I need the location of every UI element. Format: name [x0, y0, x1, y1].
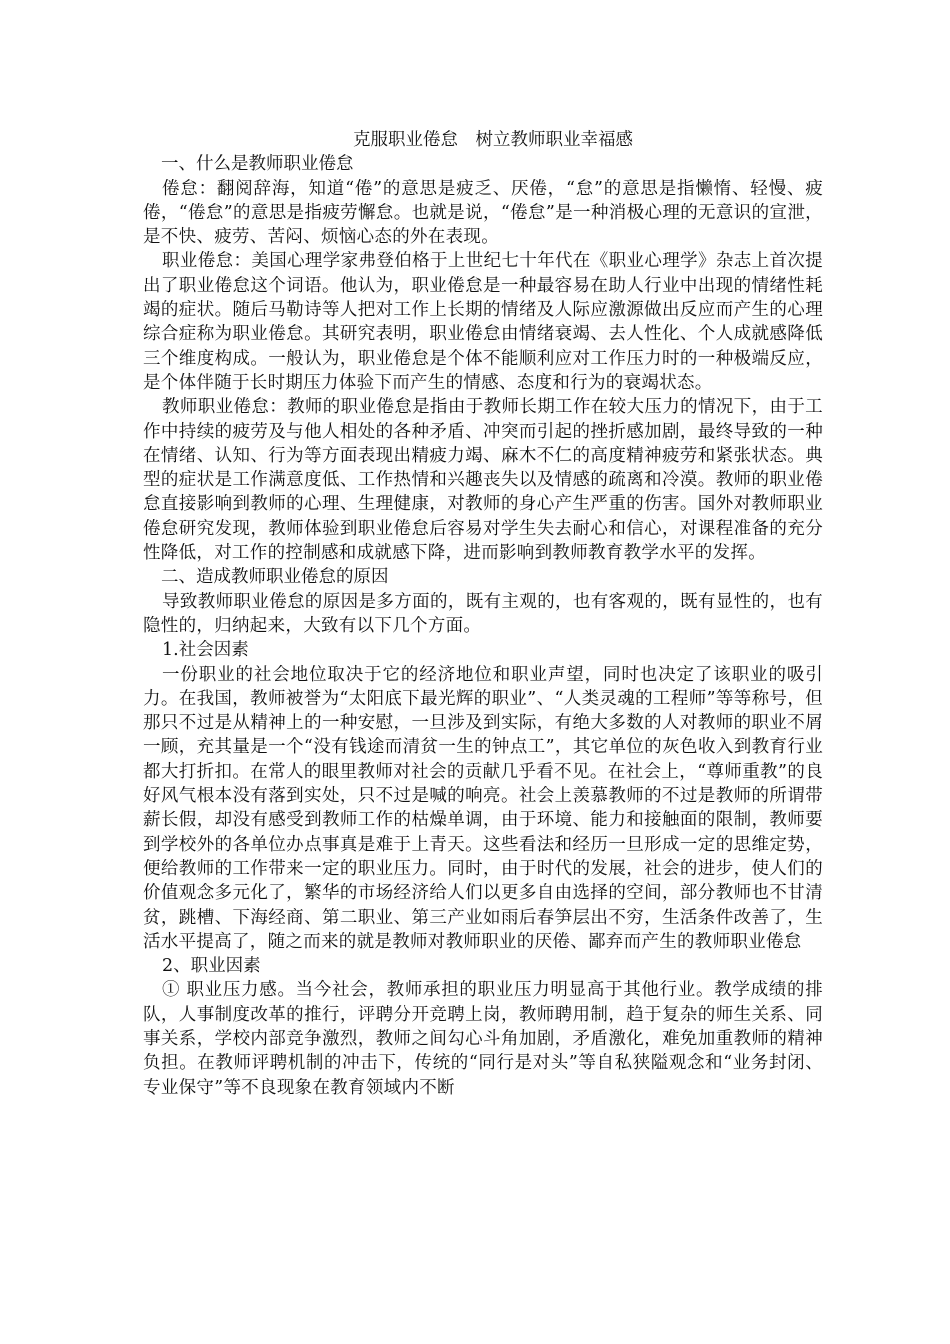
paragraph-definition-occupational-burnout: 职业倦怠：美国心理学家弗登伯格于上世纪七十年代在《职业心理学》杂志上首次提出了职业倦怠这个词语。他认为，职业倦怠是一种最容易在助人行业中出现的情绪性耗竭的症状。随后马勒诗等人把对工作上长期的情绪及人际应激源做出反应而产生的心理综合症称为职业倦怠。其研究表明，职业倦怠由情绪衰竭、去人性化、个人成就感降低三个维度构成。一般认为，职业倦怠是个体不能顺利应对工作压力时的一种极端反应，是个体伴随于长时期压力体验下而产生的情感、态度和行为的衰竭状态。	[143, 251, 823, 393]
section-heading-causes: 二、造成教师职业倦怠的原因	[161, 567, 389, 588]
paragraph-definition-fatigue: 倦怠：翻阅辞海，知道“倦”的意思是疲乏、厌倦，“怠”的意思是指懒惰、轻慢、疲倦，“倦怠”的意思是指疲劳懈怠。也就是说，“倦怠”是一种消极心理的无意识的宣泄，是不快、疲劳、苦闷、烦恼心态的外在表现。	[143, 178, 823, 248]
subheading-social-factors: 1.社会因素	[162, 640, 249, 661]
document-title: 克服职业倦怠 树立教师职业幸福感	[353, 130, 633, 150]
subheading-occupational-factors: 2、职业因素	[162, 956, 261, 977]
paragraph-definition-teacher-burnout: 教师职业倦怠：教师的职业倦怠是指由于教师长期工作在较大压力的情况下，由于工作中持续的疲劳及与他人相处的各种矛盾、冲突而引起的挫折感加剧，最终导致的一种在情绪、认知、行为等方面表现出精疲力竭、麻木不仁的高度精神疲劳和紧张状态。典型的症状是工作满意度低、工作热情和兴趣丧失以及情感的疏离和冷漠。教师的职业倦怠直接影响到教师的心理、生理健康，对教师的身心产生严重的伤害。国外对教师职业倦怠研究发现，教师体验到职业倦怠后容易对学生失去耐心和信心，对课程准备的充分性降低，对工作的控制感和成就感下降，进而影响到教师教育教学水平的发挥。	[143, 397, 823, 564]
paragraph-causes-overview: 导致教师职业倦怠的原因是多方面的，既有主观的，也有客观的，既有显性的，也有隐性的，归纳起来，大致有以下几个方面。	[143, 591, 823, 636]
section-heading-what-is-burnout: 一、什么是教师职业倦怠	[161, 154, 354, 175]
paragraph-occupational-pressure: ① 职业压力感。当今社会，教师承担的职业压力明显高于其他行业。教学成绩的排队，人事制度改革的推行，评聘分开竞聘上岗，教师聘用制，趋于复杂的师生关系、同事关系，学校内部竞争激烈，教师之间勾心斗角加剧，矛盾激化，难免加重教师的精神负担。在教师评聘机制的冲击下，传统的“同行是对头”等自私狭隘观念和“业务封闭、专业保守”等不良现象在教育领域内不断	[143, 980, 823, 1098]
document-body	[143, 128, 823, 1100]
paragraph-social-factors: 一份职业的社会地位取决于它的经济地位和职业声望，同时也决定了该职业的吸引力。在我国，教师被誉为“太阳底下最光辉的职业”、“人类灵魂的工程师”等等称号，但那只不过是从精神上的一种安慰，一旦涉及到实际，有绝大多数的人对教师的职业不屑一顾，充其量是一个“没有钱途而清贫一生的钟点工”，其它单位的灰色收入到教育行业都大打折扣。在常人的眼里教师对社会的贡献几乎看不见。在社会上，“尊师重教”的良好风气根本没有落到实处，只不过是喊的响亮。社会上羡慕教师的不过是教师的所谓带薪长假，却没有感受到教师工作的枯燥单调，由于环境、能力和接触面的限制，教师要到学校外的各单位办点事真是难于上青天。这些看法和经历一旦形成一定的思维定势，便给教师的工作带来一定的职业压力。同时，由于时代的发展，社会的进步，使人们的价值观念多元化了，繁华的市场经济给人们以更多自由选择的空间，部分教师也不甘清贫，跳槽、下海经商、第二职业、第三产业如雨后春笋层出不穷，生活条件改善了，生活水平提高了，随之而来的就是教师对教师职业的厌倦、鄙弃而产生的教师职业倦怠	[143, 664, 823, 952]
